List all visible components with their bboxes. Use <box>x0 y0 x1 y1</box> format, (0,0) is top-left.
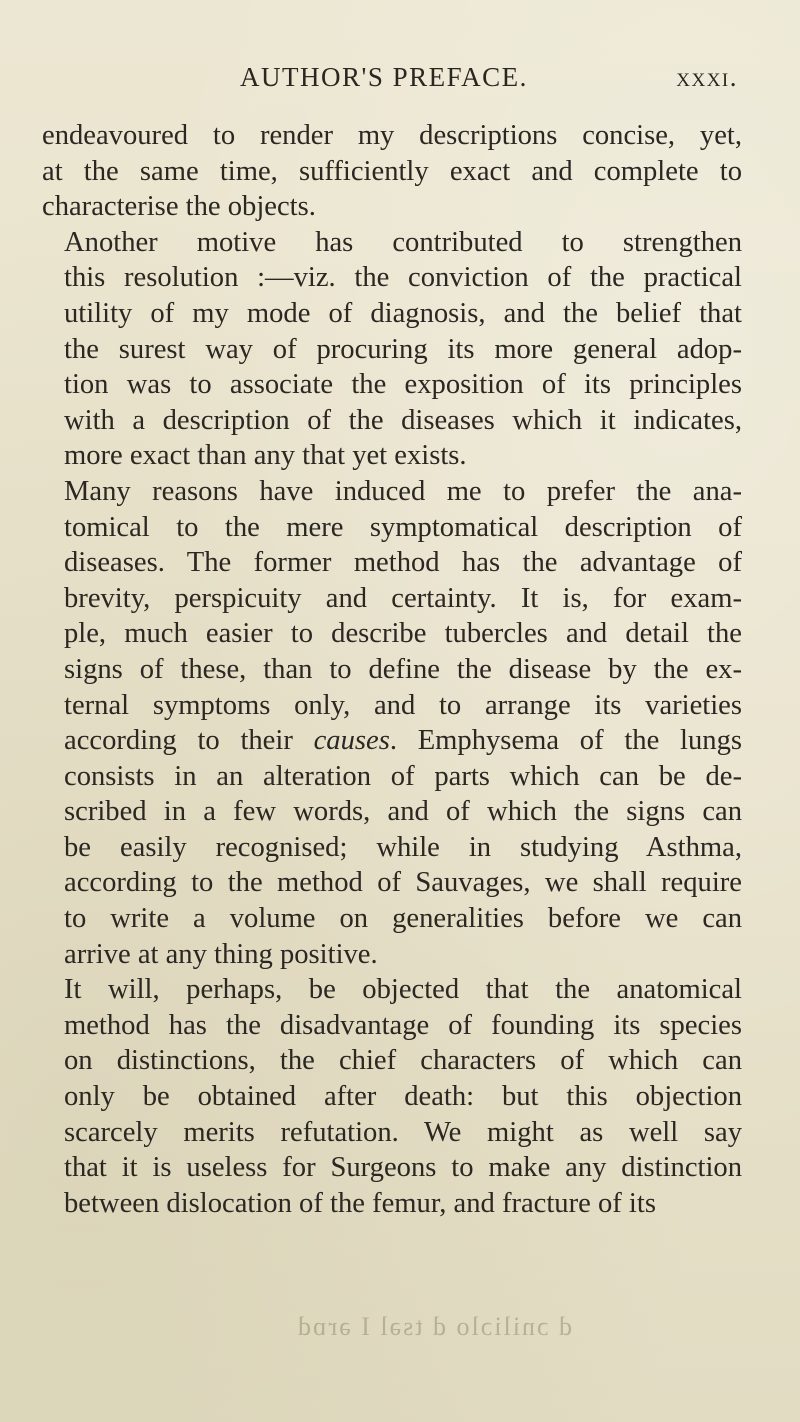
text-line: be easily recognised; while in studying Asthma, <box>64 831 742 863</box>
text-line: according to their causes. Emphysema of the lungs <box>64 725 742 757</box>
text-line: tomical to the mere symptomatical description of <box>64 511 742 543</box>
text-line: signs of these, than to define the disease by the ex- <box>64 653 742 685</box>
body-text <box>42 118 742 1221</box>
text-line: more exact than any that yet exists. <box>64 440 467 472</box>
text-line: characterise the objects. <box>42 191 316 223</box>
text-line: ternal symptoms only, and to arrange its varieties <box>64 689 742 721</box>
text-line: tion was to associate the exposition of its principles <box>64 369 742 401</box>
text-line: diseases. The former method has the advantage of <box>64 547 742 579</box>
paragraph <box>42 972 742 1221</box>
bleed-through-text: d ɔniliɔlo d tsəl I ərɒd <box>295 1312 572 1341</box>
text-line: at the same time, sufficiently exact and complete to <box>42 155 742 187</box>
text-line: on distinctions, the chief characters of which can <box>64 1045 742 1077</box>
text-line: that it is useless for Surgeons to make any distinction <box>64 1152 742 1184</box>
text-line: arrive at any thing positive. <box>64 938 378 970</box>
text-line: only be obtained after death: but this objection <box>64 1081 742 1113</box>
paragraph <box>42 225 742 474</box>
text-line: Another motive has contributed to strengthen <box>64 226 742 258</box>
text-line: ple, much easier to describe tubercles and detail the <box>64 618 742 650</box>
paragraph <box>42 118 742 225</box>
text-line: this resolution :—viz. the conviction of the practical <box>64 262 742 294</box>
text-line: Many reasons have induced me to prefer the ana- <box>64 475 742 507</box>
text-line: brevity, perspicuity and certainty. It is, for exam- <box>64 582 742 614</box>
text-line: utility of my mode of diagnosis, and the belief that <box>64 297 742 329</box>
text-line: scribed in a few words, and of which the signs can <box>64 796 742 828</box>
page-number: xxxi. <box>676 62 738 92</box>
text-line: It will, perhaps, be objected that the anatomical <box>64 974 742 1006</box>
text-line: method has the disadvantage of founding its species <box>64 1009 742 1041</box>
text-line: to write a volume on generalities before we can <box>64 903 742 935</box>
text-line: the surest way of procuring its more general adop- <box>64 333 742 365</box>
text-line: according to the method of Sauvages, we shall require <box>64 867 742 899</box>
page-header <box>0 62 800 102</box>
text-line: endeavoured to render my descriptions concise, yet, <box>42 120 742 151</box>
text-line: between dislocation of the femur, and fracture of its <box>64 1187 656 1219</box>
text-line: consists in an alteration of parts which can be de- <box>64 760 742 792</box>
paragraph <box>42 474 742 972</box>
text-line: scarcely merits refutation. We might as well say <box>64 1116 742 1148</box>
running-head: AUTHOR'S PREFACE. <box>240 62 528 92</box>
text-line: with a description of the diseases which it indicates, <box>64 404 742 436</box>
